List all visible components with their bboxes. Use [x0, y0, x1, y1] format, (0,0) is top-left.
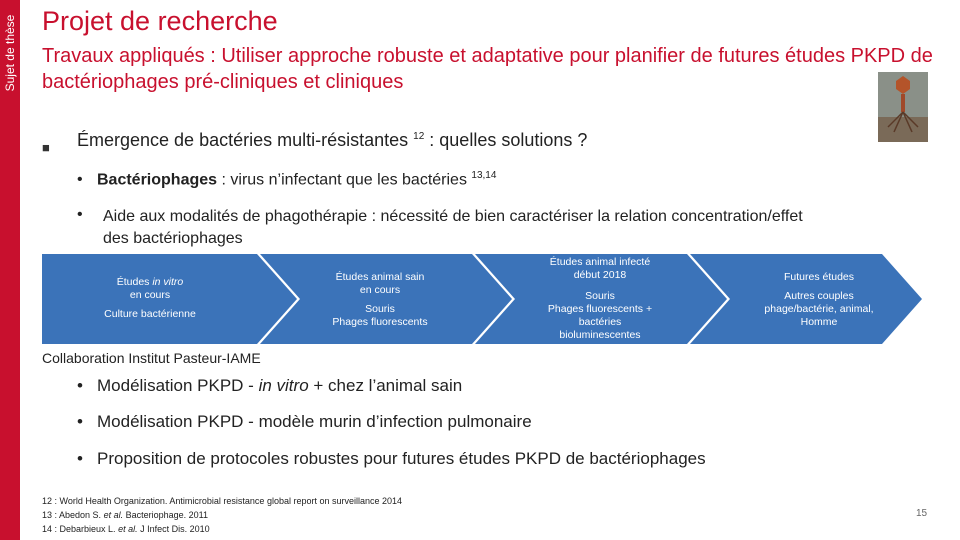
- timeline-stage-4: Futures études Autres couples phage/bactérie, animal, Homme: [764, 271, 874, 328]
- point-phagotherapie: Aide aux modalités de phagothérapie : nécessité de bien caractériser la relation concentration/effet des bactériophages: [103, 208, 803, 247]
- point-bacteriophages: • Bactériophages : virus n’infectant que les bactéries $^{13,14}$: [77, 170, 497, 189]
- reference-12: 12 : World Health Organization. Antimicrobial resistance global report on surveillance 2014: [42, 496, 403, 506]
- timeline-stage-3: Études animal infecté début 2018 Souris Phages fluorescents + bactéries bioluminescentes: [547, 256, 653, 341]
- bullet-dot: •: [77, 206, 83, 223]
- reference-14: 14 : Debarbieux L. et al. J Infect Dis. 2010: [42, 524, 210, 534]
- bacteriophage-image: [878, 72, 928, 142]
- page-title: Projet de recherche: [42, 6, 278, 36]
- timeline-stage-2: Études animal sain en cours Souris Phages fluorescents: [332, 271, 428, 328]
- collaboration-label: Collaboration Institut Pasteur-IAME: [42, 350, 261, 366]
- reference-13: 13 : Abedon S. et al. Bacteriophage. 2011: [42, 510, 208, 520]
- square-bullet-icon: ■: [42, 140, 50, 155]
- task-protocols: • Proposition de protocoles robustes pour futures études PKPD de bactériophages: [77, 449, 706, 468]
- sidebar-label: Sujet de thèse: [3, 14, 17, 92]
- page-subtitle: Travaux appliqués : Utiliser approche robuste et adaptative pour planifier de futures études PKPD de bactériophages pré-cliniques et cliniques: [42, 45, 933, 93]
- task-in-vitro: • Modélisation PKPD - in vitro + chez l’animal sain: [77, 376, 463, 395]
- task-murine-model: • Modélisation PKPD - modèle murin d’infection pulmonaire: [77, 412, 532, 431]
- page-number: 15: [916, 508, 928, 519]
- timeline-stage-1: Études in vitro en cours Culture bactérienne: [104, 276, 196, 320]
- sidebar-band: [0, 0, 20, 540]
- point-multiresistance: Émergence de bactéries multi-résistantes $^{12}$ : quelles solutions ?: [77, 130, 588, 150]
- references: [42, 494, 402, 536]
